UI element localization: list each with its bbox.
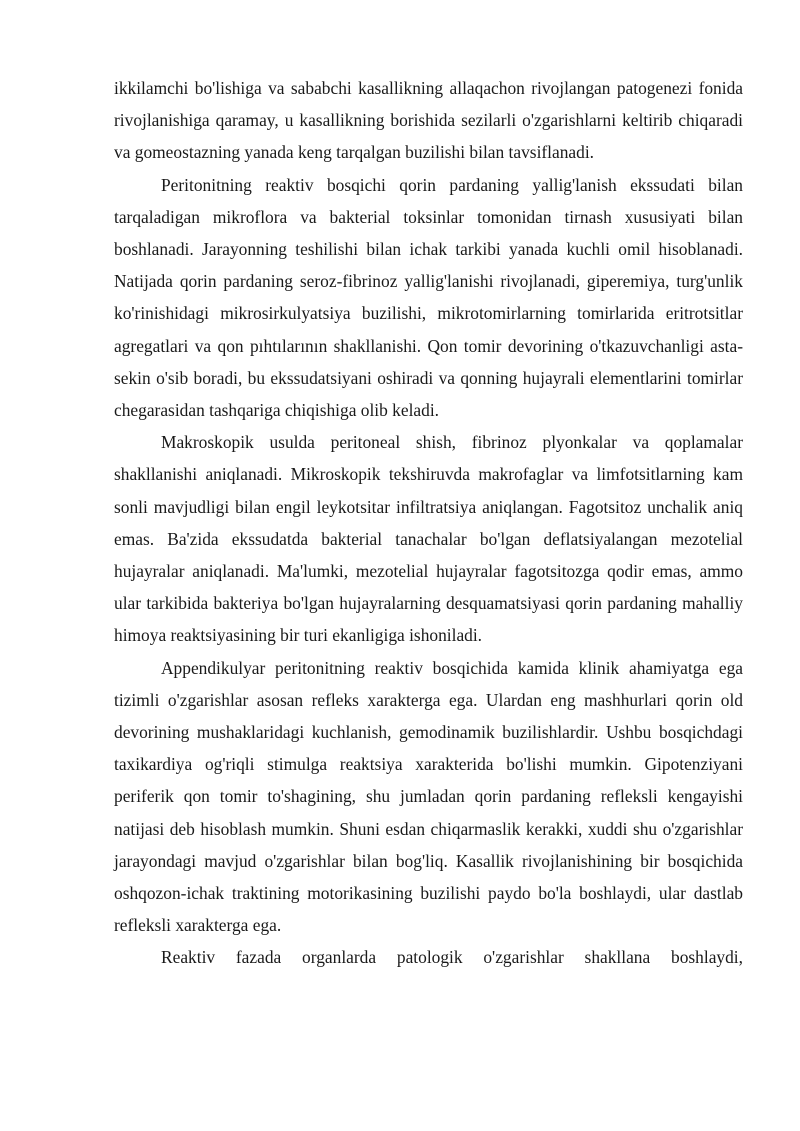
paragraph-reactive-phase: Reaktiv fazada organlarda patologik o'zgarishlar shakllana boshlaydi, [161, 947, 743, 968]
paragraph-continuation: ikkilamchi bo'lishiga va sababchi kasallikning allaqachon rivojlangan patogenezi fonida rivojlanishiga qaramay, u kasallikning borishida sezilarli o'zgarishlarni keltirib chiqaradi va gomeostazning yanada keng tarqalgan buzilishi bilan tavsiflanadi. [114, 78, 743, 163]
paragraph-macroscopic: Makroskopik usulda peritoneal shish, fibrinoz plyonkalar va qoplamalar shakllanishi aniqlanadi. Mikroskopik tekshiruvda makrofaglar va limfotsitlarning kam sonli mavjudligi bilan engil leykotsitar infiltratsiya aniqlangan. Fagotsitoz unchalik aniq emas. Ba'zida ekssudatda bakterial tanachalar bo'lgan deflatsiyalangan mezotelial hujayralar aniqlanadi. Ma'lumki, mezotelial hujayralar fagotsitozga qodir emas, ammo ular tarkibida bakteriya bo'lgan hujayralarning desquamatsiyasi qorin pardaning mahalliy himoya reaktsiyasining bir turi ekanligiga ishoniladi. [114, 432, 743, 646]
paragraph-appendicular: Appendikulyar peritonitning reaktiv bosqichida kamida klinik ahamiyatga ega tizimli o'zgarishlar asosan refleks xarakterga ega. Ulardan eng mashhurlari qorin old devorining mushaklaridagi kuchlanish, gemodinamik buzilishlardir. Ushbu bosqichdagi taxikardiya og'riqli stimulga reaktsiya xarakterida bo'lishi mumkin. Gipotenziyani periferik qon tomir to'shagining, shu jumladan qorin pardaning refleksli kengayishi natijasi deb hisoblash mumkin. Shuni esdan chiqarmaslik kerakki, xuddi shu o'zgarishlar jarayondagi mavjud o'zgarishlar bilan bog'liq. Kasallik rivojlanishining bir bosqichida oshqozon-ichak traktining motorikasining buzilishi paydo bo'la boshlaydi, ular dastlab refleksli xarakterga ega. [114, 657, 743, 936]
document-page [114, 72, 743, 974]
paragraph-reactive-stage: Peritonitning reaktiv bosqichi qorin pardaning yallig'lanish ekssudati bilan tarqaladigan mikroflora va bakterial toksinlar tomonidan tirnash xususiyati bilan boshlanadi. Jarayonning teshilishi bilan ichak tarkibi yanada kuchli omil hisoblanadi. Natijada qorin pardaning seroz-fibrinoz yallig'lanishi rivojlanadi, giperemiya, turg'unlik ko'rinishidagi mikrosirkulyatsiya buzilishi, mikrotomirlarning tomirlarida eritrotsitlar agregatlari va qon pıhtılarının shakllanishi. Qon tomir devorining o'tkazuvchanligi asta-sekin o'sib boradi, bu ekssudatsiyani oshiradi va qonning hujayrali elementlarini tomirlar chegarasidan tashqariga chiqishiga olib keladi. [114, 174, 743, 421]
